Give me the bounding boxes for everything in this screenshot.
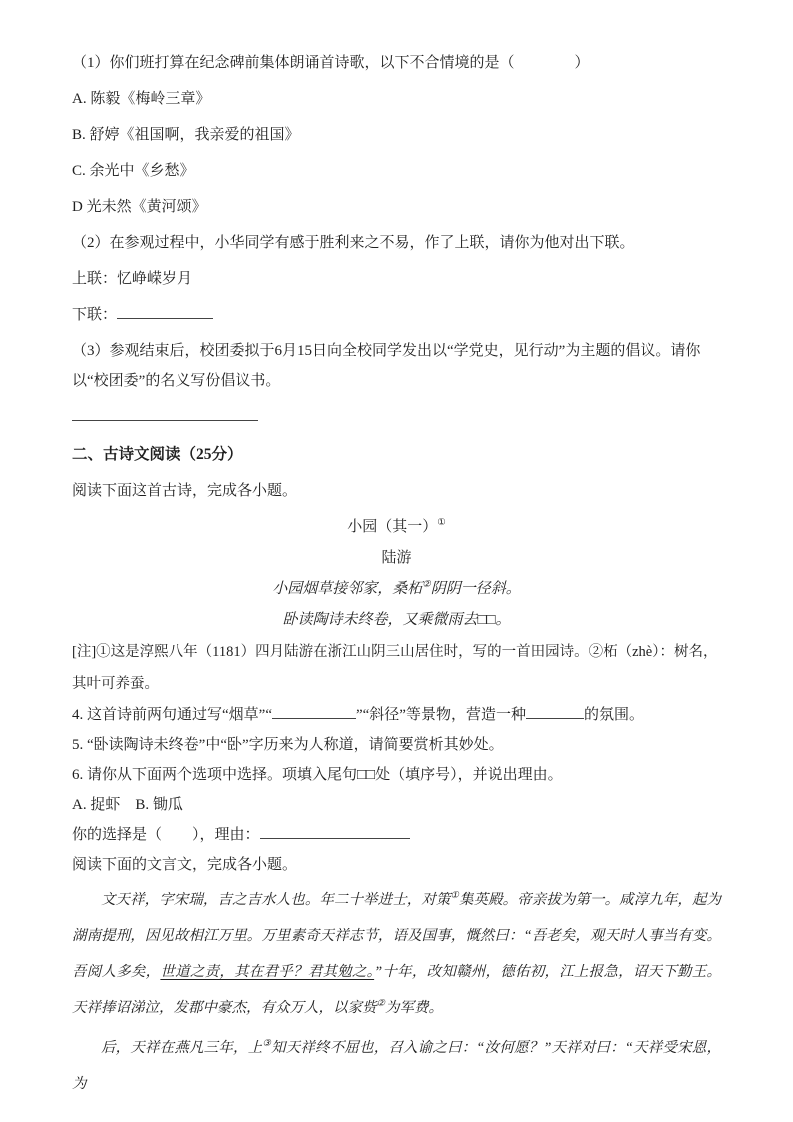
option-a: A. 陈毅《梅岭三章》 [72, 91, 211, 107]
wenyan-p1-part-d: 为军费。 [385, 1000, 444, 1016]
poem-title-text: 小园（其一） [347, 519, 438, 535]
wenyan-p2-part-b: 知天祥终不屈也，召入谕之曰：“汝何愿？”天祥对曰：“天祥受宋恩，为 [72, 1040, 721, 1092]
question-1-prompt: （1）你们班打算在纪念碑前集体朗诵首诗歌，以下不合情境的是（ ） [72, 55, 590, 71]
footnote-marker-5: ③ [262, 1039, 272, 1050]
answer-blank [260, 825, 410, 839]
poem-author: 陆游 [381, 550, 412, 566]
footnote-marker-4: ② [376, 999, 386, 1010]
wenyan-underlined-sentence: 世道之责，其在君乎？君其勉之。 [160, 964, 375, 980]
footnote-marker-3: ① [450, 891, 459, 902]
poem-line-2: 卧读陶诗未终卷，又乘微雨去□□。 [282, 612, 511, 628]
poem-footnotes: [注]①这是淳熙八年（1181）四月陆游在浙江山阴三山居住时，写的一首田园诗。②柘（zhè）：树名，其叶可养蚕。 [72, 644, 718, 692]
question-6-answer [72, 820, 721, 850]
answer-blank-row [72, 402, 721, 432]
question-3-prompt: （3）参观结束后，校团委拟于6月15日向全校同学发出以“学党史，见行动”为主题的倡议。请你以“校团委”的名义写份倡议书。 [72, 343, 701, 389]
couplet-upper: 上联：忆峥嵘岁月 [72, 271, 193, 287]
wenyan-p2-part-a: 后，天祥在燕凡三年，上 [101, 1040, 263, 1056]
wenyan-intro: 阅读下面的文言文，完成各小题。 [72, 857, 298, 873]
question-6-options: A. 捉虾 B. 锄瓜 [72, 797, 183, 813]
section-2-heading: 二、古诗文阅读（25分） [72, 446, 243, 463]
footnote-marker-1: ① [437, 518, 446, 528]
question-5: 5. “卧读陶诗未终卷”中“卧”字历来为人称道，请简要赏析其妙处。 [72, 737, 504, 753]
poem-title [72, 512, 721, 543]
poem-line-1-part-b: 阴阴一径斜。 [430, 581, 521, 597]
question-4-part-a: 4. 这首诗前两句通过写“烟草”“ [72, 707, 272, 723]
couplet-lower-label: 下联： [72, 307, 118, 323]
option-c: C. 余光中《乡愁》 [72, 163, 195, 179]
poem-line-1-part-a: 小园烟草接邻家，桑柘 [272, 581, 423, 597]
question-6-answer-label: 你的选择是（ ），理由： [72, 827, 260, 843]
wenyan-p1-part-a: 文天祥，字宋瑞，吉之吉水人也。年二十举进士，对策 [101, 892, 451, 908]
answer-blank [272, 705, 356, 719]
answer-blank [72, 407, 258, 421]
wenyan-p1-part-b: 集英殿。帝亲拔为第一。咸淳九年，起为湖南提刑，因见故相江万里。万里素奇天祥志节，语及国事，慨然曰：“吾老矣，观天时人事当有变。吾阅人多矣， [72, 892, 721, 980]
poem-line-1 [72, 574, 721, 605]
poem-intro: 阅读下面这首古诗，完成各小题。 [72, 483, 298, 499]
question-2-prompt: （2）在参观过程中，小华同学有感于胜利来之不易，作了上联，请你为他对出下联。 [72, 235, 635, 251]
question-6: 6. 请你从下面两个选项中选择。项填入尾句□□处（填序号），并说出理由。 [72, 767, 563, 783]
option-b: B. 舒婷《祖国啊，我亲爱的祖国》 [72, 127, 300, 143]
option-d: D 光未然《黄河颂》 [72, 199, 207, 215]
question-4-part-b: ”“斜径”等景物，营造一种 [355, 707, 526, 723]
couplet-lower [72, 300, 721, 330]
wenyan-p1-part-c: ”十年，改知赣州，德佑初，江上报急，诏天下勤王。天祥捧诏涕泣，发郡中豪杰，有众万人，以家赀 [72, 964, 722, 1016]
question-4-part-c: 的氛围。 [583, 707, 644, 723]
answer-blank [526, 705, 584, 719]
wenyan-paragraph-2 [72, 1030, 721, 1102]
answer-blank [117, 305, 213, 319]
footnote-marker-2: ② [422, 580, 431, 590]
question-4 [72, 700, 721, 730]
wenyan-paragraph-1 [72, 882, 721, 1026]
